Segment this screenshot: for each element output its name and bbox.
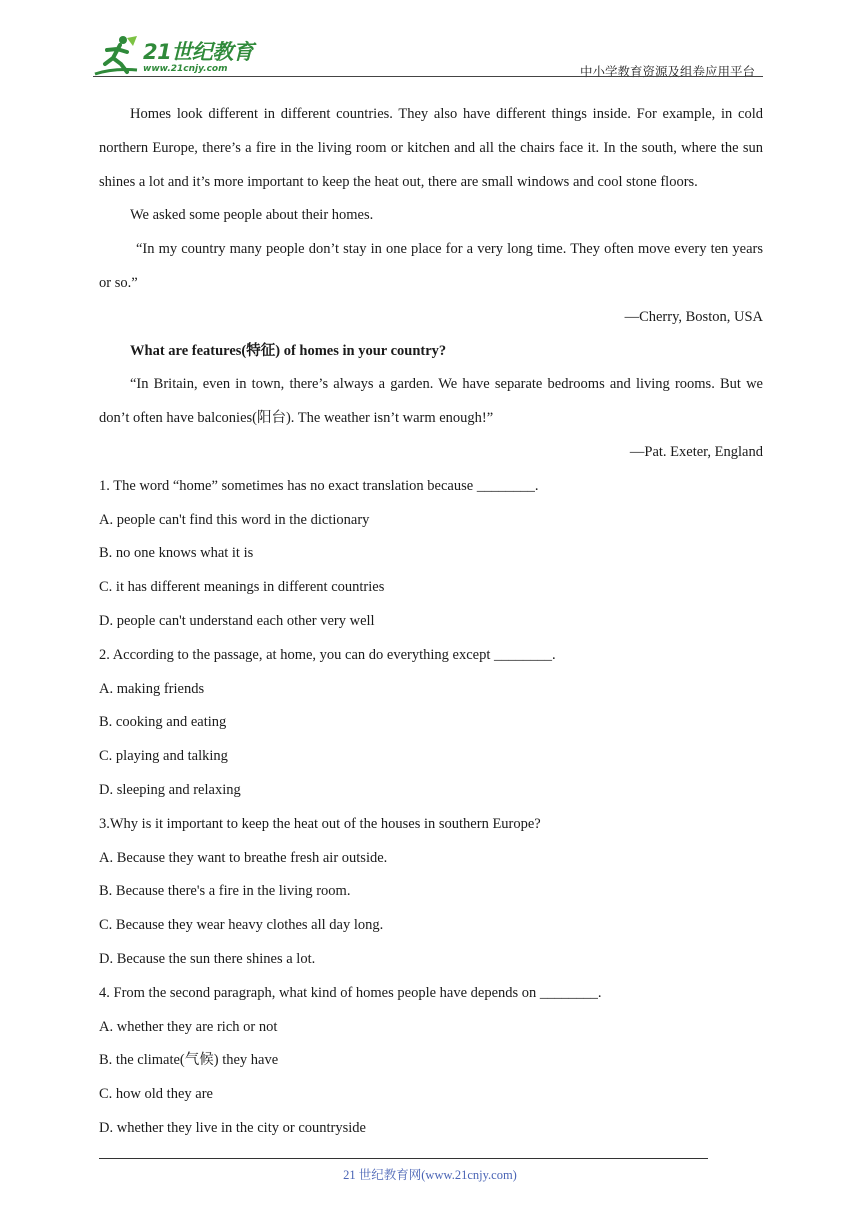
header-divider <box>93 76 763 77</box>
question-stem: 4. From the second paragraph, what kind of homes people have depends on ________. <box>99 984 602 1001</box>
question-stem: 1. The word “home” sometimes has no exact translation because ________. <box>99 477 539 494</box>
question-4 <box>99 977 763 1146</box>
page-footer: 21 世纪教育网(www.21cnjy.com) <box>343 1168 517 1182</box>
question-2 <box>99 639 763 808</box>
answer-option: A. whether they are rich or not <box>99 1018 278 1035</box>
answer-option: C. how old they are <box>99 1086 213 1103</box>
quote-cherry: “In my country many people don’t stay in one place for a very long time. They often move every ten years or so.” <box>99 241 763 291</box>
answer-option: C. playing and talking <box>99 748 228 765</box>
logo-text: 21世纪教育 <box>143 40 254 64</box>
answer-option: D. sleeping and relaxing <box>99 781 241 798</box>
page-header <box>93 34 763 78</box>
answer-option: C. Because they wear heavy clothes all day long. <box>99 917 384 934</box>
question-1 <box>99 470 763 639</box>
footer-divider <box>99 1158 708 1159</box>
answer-option: C. it has different meanings in different countries <box>99 579 385 596</box>
quote-pat-source: —Pat. Exeter, England <box>629 443 763 460</box>
site-logo <box>93 34 263 78</box>
quote-pat: “In Britain, even in town, there’s always a garden. We have separate bedrooms and living rooms. But we don’t often have balconies(阳台). The weather isn’t warm enough!” <box>99 376 763 427</box>
passage-paragraph-2: We asked some people about their homes. <box>130 207 374 224</box>
question-3 <box>99 808 763 977</box>
answer-option: B. no one knows what it is <box>99 545 254 562</box>
answer-option: D. Because the sun there shines a lot. <box>99 950 316 967</box>
platform-title: 中小学教育资源及组卷应用平台 <box>579 65 755 79</box>
logo-url: www.21cnjy.com <box>143 64 228 74</box>
answer-option: D. people can't understand each other very well <box>99 612 375 629</box>
answer-option: A. people can't find this word in the dictionary <box>99 511 370 528</box>
passage-paragraph-1: Homes look different in different countries. They also have different things inside. For example, in cold northern Europe, there’s a fire in the living room or kitchen and all the chairs face it. In the south, where the sun shines a lot and it’s more important to keep the heat out, there are small windows and cool stone floors. <box>99 106 763 190</box>
question-stem: 3.Why is it important to keep the heat out of the houses in southern Europe? <box>99 815 541 832</box>
answer-option: D. whether they live in the city or countryside <box>99 1119 366 1136</box>
answer-option: A. making friends <box>99 680 205 697</box>
question-stem: 2. According to the passage, at home, you can do everything except ________. <box>99 646 556 663</box>
quote-cherry-source: —Cherry, Boston, USA <box>624 308 763 325</box>
section-heading: What are features(特征) of homes in your country? <box>130 342 447 359</box>
runner-icon <box>93 34 141 78</box>
answer-option: B. the climate(气候) they have <box>99 1052 279 1069</box>
answer-option: B. Because there's a fire in the living room. <box>99 883 351 900</box>
document-body <box>99 98 763 1146</box>
answer-option: A. Because they want to breathe fresh air outside. <box>99 849 388 866</box>
answer-option: B. cooking and eating <box>99 714 227 731</box>
